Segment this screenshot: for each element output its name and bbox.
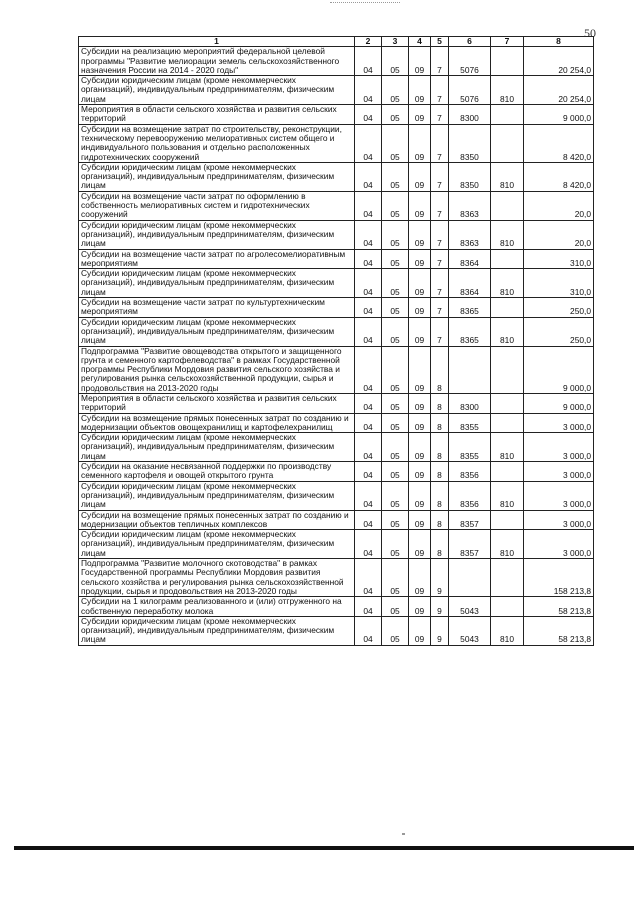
header-cell: 2 <box>355 37 382 47</box>
row-code-cell: 04 <box>355 191 382 220</box>
row-code-cell <box>491 249 524 269</box>
row-code-cell: 8 <box>431 462 449 482</box>
row-code-cell: 05 <box>382 346 409 393</box>
row-code-cell <box>491 105 524 125</box>
bottom-border-line <box>14 846 634 850</box>
row-code-cell: 05 <box>382 510 409 530</box>
row-name-cell: Субсидии юридическим лицам (кроме некоммерческих организаций), индивидуальным предпринимателям, физическим лицам <box>79 162 355 191</box>
row-name-cell: Субсидии юридическим лицам (кроме некоммерческих организаций), индивидуальным предпринимателям, физическим лицам <box>79 76 355 105</box>
row-code-cell: 7 <box>431 298 449 318</box>
row-code-cell: 04 <box>355 346 382 393</box>
row-amount-cell: 20,0 <box>524 220 594 249</box>
row-amount-cell: 20,0 <box>524 191 594 220</box>
row-code-cell: 05 <box>382 298 409 318</box>
header-cell: 3 <box>382 37 409 47</box>
row-code-cell: 05 <box>382 76 409 105</box>
row-code-cell: 05 <box>382 530 409 559</box>
header-cell: 4 <box>409 37 431 47</box>
row-code-cell <box>491 191 524 220</box>
row-code-cell: 8300 <box>449 105 491 125</box>
row-code-cell: 810 <box>491 433 524 462</box>
row-code-cell: 8356 <box>449 462 491 482</box>
row-code-cell: 05 <box>382 124 409 162</box>
row-name-cell: Субсидии на 1 килограмм реализованного и (или) отгруженного на собственную переработку молока <box>79 597 355 617</box>
row-name-cell: Субсидии на реализацию мероприятий федеральной целевой программы "Развитие мелиорации земель сельскохозяйственного назначения России на 2014 - 2020 годы" <box>79 47 355 76</box>
row-code-cell: 7 <box>431 220 449 249</box>
row-code-cell: 05 <box>382 317 409 346</box>
row-amount-cell: 3 000,0 <box>524 481 594 510</box>
row-code-cell: 09 <box>409 510 431 530</box>
table-row <box>79 220 594 249</box>
row-code-cell: 810 <box>491 317 524 346</box>
row-code-cell <box>491 298 524 318</box>
header-cell: 8 <box>524 37 594 47</box>
row-code-cell: 5076 <box>449 47 491 76</box>
row-code-cell <box>491 559 524 597</box>
row-code-cell: 05 <box>382 559 409 597</box>
row-code-cell <box>449 346 491 393</box>
row-name-cell: Мероприятия в области сельского хозяйства и развития сельских территорий <box>79 105 355 125</box>
header-cell: 1 <box>79 37 355 47</box>
row-code-cell: 7 <box>431 76 449 105</box>
row-name-cell: Субсидии юридическим лицам (кроме некоммерческих организаций), индивидуальным предпринимателям, физическим лицам <box>79 317 355 346</box>
row-code-cell: 04 <box>355 249 382 269</box>
row-code-cell: 810 <box>491 481 524 510</box>
row-code-cell: 04 <box>355 162 382 191</box>
row-amount-cell: 8 420,0 <box>524 124 594 162</box>
row-code-cell: 7 <box>431 269 449 298</box>
row-code-cell: 8 <box>431 433 449 462</box>
row-code-cell: 7 <box>431 47 449 76</box>
row-amount-cell: 9 000,0 <box>524 393 594 413</box>
budget-table <box>78 36 594 646</box>
row-code-cell: 05 <box>382 105 409 125</box>
row-code-cell: 8 <box>431 393 449 413</box>
header-cell: 7 <box>491 37 524 47</box>
row-name-cell: Мероприятия в области сельского хозяйства и развития сельских территорий <box>79 393 355 413</box>
row-amount-cell: 3 000,0 <box>524 413 594 433</box>
row-code-cell: 8350 <box>449 162 491 191</box>
row-code-cell: 09 <box>409 433 431 462</box>
row-code-cell: 05 <box>382 162 409 191</box>
row-code-cell: 8350 <box>449 124 491 162</box>
row-code-cell: 04 <box>355 530 382 559</box>
row-code-cell: 05 <box>382 269 409 298</box>
table-row <box>79 162 594 191</box>
table-row <box>79 393 594 413</box>
row-name-cell: Субсидии на возмещение прямых понесенных затрат по созданию и модернизации объектов тепличных комплексов <box>79 510 355 530</box>
row-code-cell: 5043 <box>449 597 491 617</box>
row-code-cell: 04 <box>355 393 382 413</box>
row-code-cell: 04 <box>355 76 382 105</box>
row-name-cell: Субсидии на возмещение затрат по строительству, реконструкции, техническому перевооружению мелиоративных систем общего и индивидуального пользования и отдельно расположенных гидротехнических сооружений <box>79 124 355 162</box>
row-name-cell: Субсидии на возмещение части затрат по культуртехническим мероприятиям <box>79 298 355 318</box>
row-code-cell: 04 <box>355 298 382 318</box>
header-row <box>79 37 594 47</box>
row-code-cell: 7 <box>431 105 449 125</box>
row-code-cell: 810 <box>491 530 524 559</box>
row-code-cell: 09 <box>409 393 431 413</box>
row-code-cell: 09 <box>409 559 431 597</box>
table-row <box>79 597 594 617</box>
table-header <box>79 37 594 47</box>
scan-artifact-mark <box>330 2 400 3</box>
row-code-cell <box>491 413 524 433</box>
row-code-cell: 810 <box>491 162 524 191</box>
row-code-cell: 09 <box>409 481 431 510</box>
row-code-cell: 9 <box>431 597 449 617</box>
row-code-cell: 09 <box>409 298 431 318</box>
row-code-cell: 05 <box>382 393 409 413</box>
row-name-cell: Субсидии на оказание несвязанной поддержки по производству семенного картофеля и овощей открытого грунта <box>79 462 355 482</box>
row-code-cell: 09 <box>409 47 431 76</box>
row-code-cell: 09 <box>409 124 431 162</box>
header-cell: 6 <box>449 37 491 47</box>
table-row <box>79 124 594 162</box>
row-amount-cell: 3 000,0 <box>524 433 594 462</box>
row-name-cell: Субсидии юридическим лицам (кроме некоммерческих организаций), индивидуальным предпринимателям, физическим лицам <box>79 481 355 510</box>
row-code-cell: 810 <box>491 76 524 105</box>
table-row <box>79 433 594 462</box>
row-code-cell: 9 <box>431 616 449 645</box>
row-code-cell: 09 <box>409 462 431 482</box>
row-amount-cell: 250,0 <box>524 317 594 346</box>
table-row <box>79 317 594 346</box>
table-row <box>79 298 594 318</box>
row-code-cell: 5043 <box>449 616 491 645</box>
table-row <box>79 76 594 105</box>
row-code-cell: 09 <box>409 616 431 645</box>
row-amount-cell: 20 254,0 <box>524 76 594 105</box>
row-code-cell: 8365 <box>449 317 491 346</box>
row-code-cell: 09 <box>409 220 431 249</box>
row-name-cell: Субсидии на возмещение части затрат по агролесомелиоративным мероприятиям <box>79 249 355 269</box>
row-code-cell: 810 <box>491 616 524 645</box>
row-code-cell: 05 <box>382 47 409 76</box>
row-code-cell: 05 <box>382 413 409 433</box>
row-amount-cell: 3 000,0 <box>524 510 594 530</box>
row-amount-cell: 58 213,8 <box>524 597 594 617</box>
row-code-cell: 05 <box>382 616 409 645</box>
row-amount-cell: 9 000,0 <box>524 105 594 125</box>
table-row <box>79 269 594 298</box>
row-code-cell: 04 <box>355 413 382 433</box>
table-row <box>79 559 594 597</box>
row-code-cell <box>491 47 524 76</box>
row-name-cell: Субсидии на возмещение части затрат по оформлению в собственность мелиоративных систем и гидротехнических сооружений <box>79 191 355 220</box>
row-code-cell: 09 <box>409 597 431 617</box>
row-code-cell: 04 <box>355 559 382 597</box>
header-cell: 5 <box>431 37 449 47</box>
row-code-cell: 8363 <box>449 191 491 220</box>
table-row <box>79 462 594 482</box>
row-code-cell: 09 <box>409 76 431 105</box>
row-code-cell: 8365 <box>449 298 491 318</box>
row-name-cell: Субсидии юридическим лицам (кроме некоммерческих организаций), индивидуальным предпринимателям, физическим лицам <box>79 530 355 559</box>
row-code-cell: 05 <box>382 481 409 510</box>
table-row <box>79 346 594 393</box>
row-code-cell <box>491 597 524 617</box>
row-code-cell <box>491 124 524 162</box>
table-row <box>79 530 594 559</box>
row-code-cell: 04 <box>355 510 382 530</box>
row-name-cell: Субсидии юридическим лицам (кроме некоммерческих организаций), индивидуальным предпринимателям, физическим лицам <box>79 220 355 249</box>
row-code-cell: 09 <box>409 269 431 298</box>
row-name-cell: Субсидии юридическим лицам (кроме некоммерческих организаций), индивидуальным предпринимателям, физическим лицам <box>79 433 355 462</box>
row-code-cell: 8 <box>431 413 449 433</box>
row-code-cell: 04 <box>355 462 382 482</box>
row-amount-cell: 58 213,8 <box>524 616 594 645</box>
row-code-cell: 8357 <box>449 530 491 559</box>
table-body <box>79 47 594 645</box>
row-name-cell: Субсидии юридическим лицам (кроме некоммерческих организаций), индивидуальным предпринимателям, физическим лицам <box>79 269 355 298</box>
row-code-cell: 04 <box>355 269 382 298</box>
row-code-cell: 7 <box>431 249 449 269</box>
row-code-cell: 05 <box>382 597 409 617</box>
row-amount-cell: 9 000,0 <box>524 346 594 393</box>
table-row <box>79 191 594 220</box>
row-code-cell: 8 <box>431 510 449 530</box>
table-row <box>79 510 594 530</box>
row-code-cell: 09 <box>409 191 431 220</box>
row-amount-cell: 3 000,0 <box>524 462 594 482</box>
row-amount-cell: 3 000,0 <box>524 530 594 559</box>
row-code-cell: 8355 <box>449 413 491 433</box>
row-code-cell: 8 <box>431 346 449 393</box>
row-name-cell: Субсидии на возмещение прямых понесенных затрат по созданию и модернизации объектов овощехранилищ и картофелехранилищ <box>79 413 355 433</box>
row-code-cell: 04 <box>355 105 382 125</box>
row-amount-cell: 250,0 <box>524 298 594 318</box>
row-code-cell: 05 <box>382 191 409 220</box>
row-code-cell: 05 <box>382 249 409 269</box>
row-amount-cell: 158 213,8 <box>524 559 594 597</box>
row-code-cell: 8 <box>431 530 449 559</box>
row-code-cell: 8364 <box>449 269 491 298</box>
row-code-cell: 05 <box>382 220 409 249</box>
row-code-cell: 09 <box>409 249 431 269</box>
row-code-cell: 9 <box>431 559 449 597</box>
row-code-cell: 810 <box>491 269 524 298</box>
row-code-cell: 7 <box>431 162 449 191</box>
row-code-cell <box>491 393 524 413</box>
table-row <box>79 249 594 269</box>
row-code-cell: 8364 <box>449 249 491 269</box>
row-code-cell: 09 <box>409 162 431 191</box>
row-code-cell: 04 <box>355 317 382 346</box>
row-amount-cell: 8 420,0 <box>524 162 594 191</box>
row-code-cell: 7 <box>431 317 449 346</box>
row-code-cell: 04 <box>355 220 382 249</box>
row-code-cell: 09 <box>409 317 431 346</box>
page-number: 50 <box>584 26 596 40</box>
row-code-cell: 09 <box>409 413 431 433</box>
row-code-cell: 05 <box>382 462 409 482</box>
row-code-cell: 09 <box>409 530 431 559</box>
table-row <box>79 47 594 76</box>
row-code-cell: 04 <box>355 124 382 162</box>
scan-artifact-dot <box>402 833 405 835</box>
row-code-cell: 05 <box>382 433 409 462</box>
row-code-cell: 8356 <box>449 481 491 510</box>
table-row <box>79 616 594 645</box>
row-amount-cell: 310,0 <box>524 249 594 269</box>
row-code-cell: 8357 <box>449 510 491 530</box>
row-code-cell <box>491 462 524 482</box>
row-code-cell: 8363 <box>449 220 491 249</box>
row-code-cell: 04 <box>355 47 382 76</box>
row-amount-cell: 20 254,0 <box>524 47 594 76</box>
table-row <box>79 481 594 510</box>
row-amount-cell: 310,0 <box>524 269 594 298</box>
row-code-cell: 7 <box>431 191 449 220</box>
row-code-cell: 8355 <box>449 433 491 462</box>
row-code-cell <box>449 559 491 597</box>
row-code-cell: 8300 <box>449 393 491 413</box>
row-code-cell <box>491 510 524 530</box>
row-code-cell <box>491 346 524 393</box>
row-name-cell: Подпрограмма "Развитие овощеводства открытого и защищенного грунта и семенного картофелеводства" в рамках Государственной программы Республики Мордовия развития сельского хозяйства и регулирования рынка сельскохозяйственной продукции, сырья и продовольствия на 2013-2020 годы <box>79 346 355 393</box>
row-code-cell: 8 <box>431 481 449 510</box>
row-code-cell: 5076 <box>449 76 491 105</box>
row-code-cell: 7 <box>431 124 449 162</box>
row-name-cell: Субсидии юридическим лицам (кроме некоммерческих организаций), индивидуальным предпринимателям, физическим лицам <box>79 616 355 645</box>
row-code-cell: 04 <box>355 597 382 617</box>
table-row <box>79 105 594 125</box>
row-code-cell: 09 <box>409 346 431 393</box>
row-code-cell: 09 <box>409 105 431 125</box>
row-code-cell: 810 <box>491 220 524 249</box>
row-code-cell: 04 <box>355 616 382 645</box>
row-code-cell: 04 <box>355 433 382 462</box>
table-row <box>79 413 594 433</box>
row-code-cell: 04 <box>355 481 382 510</box>
row-name-cell: Подпрограмма "Развитие молочного скотоводства" в рамках Государственной программы Республики Мордовия развития сельского хозяйства и регулирования рынка сельскохозяйственной продукции, сырья и продовольствия на 2013-2020 годы <box>79 559 355 597</box>
